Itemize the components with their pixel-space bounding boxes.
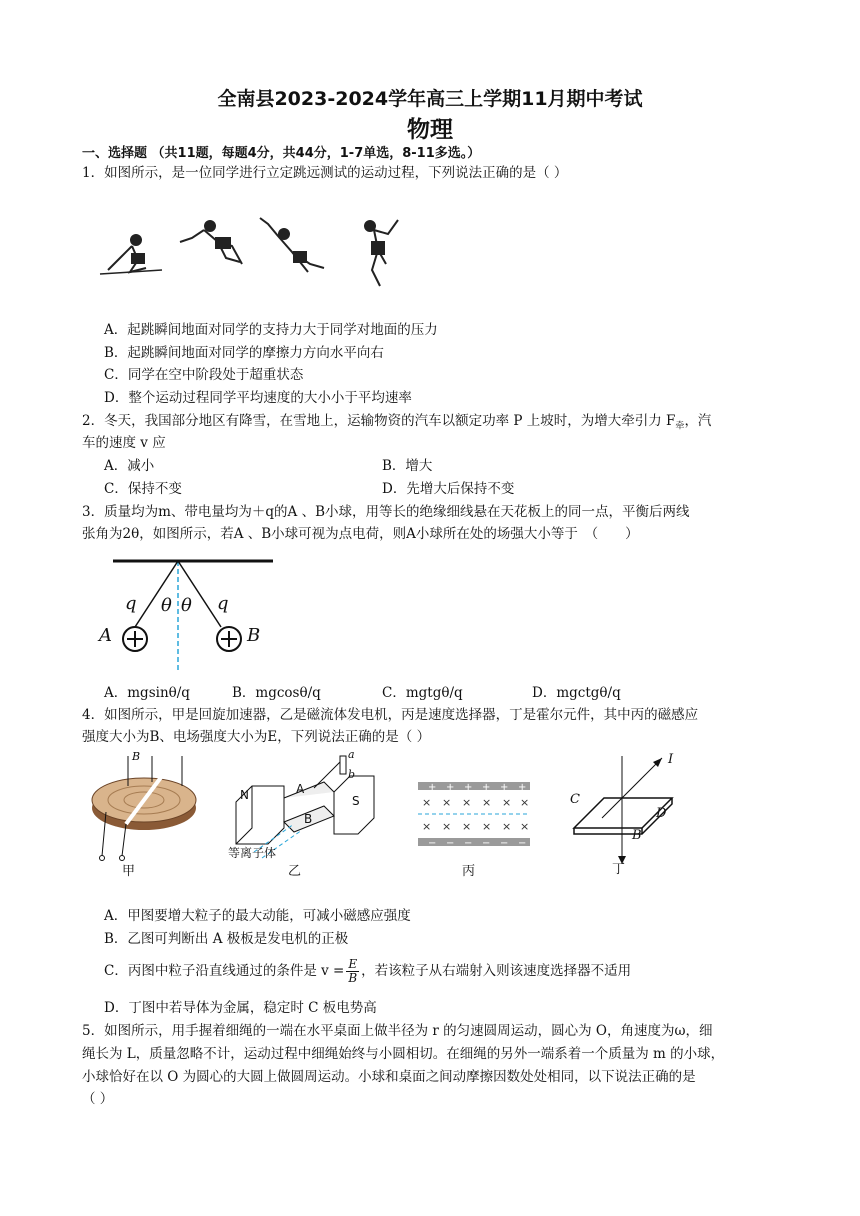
- terminal-b-label: b: [348, 768, 356, 781]
- q2-option-c: C．保持不变: [104, 481, 182, 497]
- plate-a-label: A: [296, 782, 305, 796]
- q2-option-a: A．减小: [104, 458, 155, 474]
- svg-text:×: ×: [462, 820, 472, 833]
- charge-label-left: q: [125, 593, 137, 614]
- q3-option-a: A．mgsinθ/q: [104, 685, 190, 701]
- q4-option-c: C．丙图中粒子沿直线通过的条件是 v = $\frac{E}{B}$ ，若该粒子从右端射入则该速度选择器不适用: [104, 957, 632, 985]
- plate-c-label: C: [570, 792, 580, 807]
- hall-element-figure: [566, 752, 686, 878]
- svg-text:×: ×: [482, 820, 492, 833]
- caption-ding: 丁: [612, 862, 626, 877]
- q3-option-c: C．mgtgθ/q: [382, 685, 463, 701]
- q1-option-a: A．起跳瞬间地面对同学的支持力大于同学对地面的压力: [104, 322, 438, 338]
- svg-text:−: −: [428, 838, 437, 849]
- svg-text:−: −: [446, 838, 455, 849]
- q4-stem-line1: 4．如图所示，甲是回旋加速器，乙是磁流体发电机，丙是速度选择器，丁是霍尔元件，其中丙的磁感应: [82, 707, 699, 723]
- plasma-label: 等离子体: [228, 846, 277, 860]
- svg-text:+: +: [518, 782, 527, 793]
- field-b-label: B: [632, 828, 642, 843]
- svg-text:×: ×: [442, 796, 452, 809]
- svg-text:−: −: [518, 838, 527, 849]
- cyclotron-figure: [86, 752, 206, 878]
- q5-stem-line2: 绳长为 L，质量忽略不计，运动过程中细绳始终与小圆相切。在细绳的另外一端系着一个质量为 m 的小球，: [82, 1046, 725, 1062]
- ball-a-label: A: [99, 625, 112, 646]
- q4-option-d: D．丁图中若导体为金属，稳定时 C 板电势高: [104, 1000, 377, 1016]
- q2-option-b: B．增大: [382, 458, 433, 474]
- angle-label-left: θ: [161, 595, 172, 616]
- svg-text:+: +: [464, 782, 473, 793]
- q1-stem: 1．如图所示，是一位同学进行立定跳远测试的运动过程，下列说法正确的是（ ）: [82, 165, 568, 181]
- svg-text:×: ×: [520, 796, 530, 809]
- svg-text:×: ×: [422, 820, 432, 833]
- caption-bing: 丙: [462, 864, 476, 879]
- svg-text:+: +: [482, 782, 491, 793]
- svg-text:×: ×: [520, 820, 530, 833]
- q2-option-d: D．先增大后保持不变: [382, 481, 515, 497]
- svg-text:×: ×: [422, 796, 432, 809]
- magnet-n-label: N: [240, 788, 249, 802]
- exam-title: 全南县2023-2024学年高三上学期11月期中考试: [217, 88, 643, 110]
- ball-b-label: B: [247, 625, 261, 646]
- q5-stem-line4: （ ）: [82, 1091, 114, 1107]
- q4-stem-line2: 强度大小为B、电场强度大小为E，下列说法正确的是（ ）: [82, 729, 431, 745]
- long-jump-figure: [92, 212, 422, 294]
- svg-text:+: +: [500, 782, 509, 793]
- svg-text:−: −: [464, 838, 473, 849]
- q1-option-d: D．整个运动过程同学平均速度的大小小于平均速率: [104, 390, 412, 406]
- magnet-s-label: S: [352, 794, 360, 808]
- svg-text:−: −: [482, 838, 491, 849]
- subject-title: 物理: [407, 117, 453, 143]
- plate-b-label: B: [304, 812, 313, 826]
- q3-option-d: D．mgctgθ/q: [532, 685, 621, 701]
- mhd-generator-figure: [224, 748, 384, 879]
- caption-yi: 乙: [288, 864, 302, 879]
- q5-stem-line3: 小球恰好在以 O 为圆心的大圆上做圆周运动。小球和桌面之间动摩擦因数处处相同，以下说法正确的是: [82, 1069, 696, 1085]
- section-heading: 一、选择题 （共11题，每题4分，共44分，1-7单选，8-11多选。）: [82, 146, 481, 161]
- svg-text:×: ×: [462, 796, 472, 809]
- svg-text:×: ×: [482, 796, 492, 809]
- svg-text:×: ×: [502, 796, 512, 809]
- velocity-fraction: $\frac{E}{B}$: [348, 957, 358, 985]
- charged-balls-figure: [95, 555, 285, 675]
- q3-option-b: B．mgcosθ/q: [232, 685, 321, 701]
- q3-stem-line1: 3．质量均为m、带电量均为＋q的A 、B小球，用等长的绝缘细线悬在天花板上的同一点，平衡后两线: [82, 504, 690, 520]
- terminal-a-label: a: [348, 748, 355, 761]
- q1-option-b: B．起跳瞬间地面对同学的摩擦力方向水平向右: [104, 345, 384, 361]
- q5-stem-line1: 5．如图所示，用手握着细绳的一端在水平桌面上做半径为 r 的匀速圆周运动，圆心为 O，角速度为ω，细: [82, 1023, 713, 1039]
- svg-text:−: −: [500, 838, 509, 849]
- angle-label-right: θ: [181, 595, 192, 616]
- q1-option-c: C．同学在空中阶段处于超重状态: [104, 367, 304, 383]
- svg-text:×: ×: [502, 820, 512, 833]
- cyclotron-b-label: B: [132, 750, 141, 763]
- plate-d-label: D: [656, 806, 667, 821]
- q4-option-a: A．甲图要增大粒子的最大动能，可减小磁感应强度: [104, 908, 411, 924]
- svg-text:+: +: [446, 782, 455, 793]
- q3-stem-line2: 张角为2θ，如图所示，若A 、B小球可视为点电荷，则A小球所在处的场强大小等于 （ ）: [82, 526, 639, 542]
- current-i-label: I: [668, 752, 674, 767]
- q2-stem-line1: 2．冬天，我国部分地区有降雪，在雪地上，运输物资的汽车以额定功率 P 上坡时，为增大牵引力 $F_牵$，汽: [82, 413, 712, 432]
- caption-jia: 甲: [122, 864, 136, 879]
- svg-text:×: ×: [442, 820, 452, 833]
- q4-option-b: B．乙图可判断出 A 极板是发电机的正极: [104, 931, 349, 947]
- svg-text:+: +: [428, 782, 437, 793]
- velocity-selector-figure: [416, 776, 536, 878]
- q2-stem-line2: 车的速度 v 应: [82, 435, 166, 451]
- charge-label-right: q: [217, 593, 229, 614]
